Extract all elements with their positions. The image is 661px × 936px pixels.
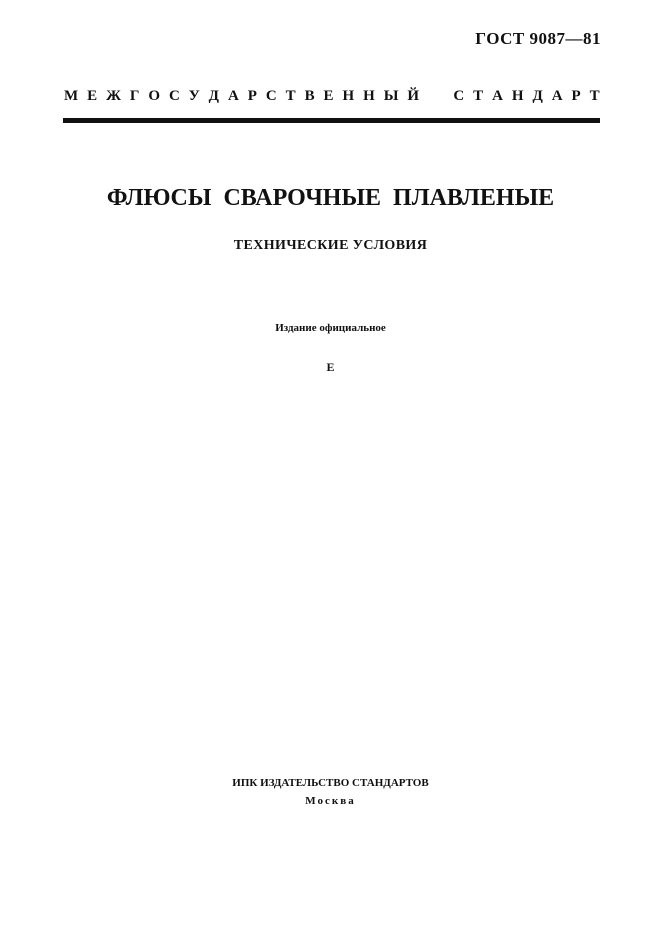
interstate-letter: Ж	[106, 88, 121, 104]
interstate-letter	[428, 88, 432, 105]
interstate-letter: А	[551, 88, 563, 104]
header-divider	[63, 118, 600, 123]
interstate-letter: Т	[285, 88, 296, 104]
interstate-letter: В	[304, 88, 315, 104]
edition-note: Издание официальное	[275, 322, 386, 334]
publisher-city: Москва	[305, 795, 356, 807]
publisher-name: ИПК ИЗДАТЕЛЬСТВО СТАНДАРТОВ	[232, 777, 429, 789]
document-subtitle: ТЕХНИЧЕСКИЕ УСЛОВИЯ	[233, 238, 428, 253]
interstate-letter: Р	[571, 88, 581, 104]
interstate-letter: Т	[589, 88, 600, 104]
interstate-letter: М	[64, 88, 79, 104]
interstate-letter: Н	[342, 88, 355, 104]
interstate-letter: О	[148, 88, 160, 104]
interstate-letter: А	[492, 88, 503, 104]
document-title: ФЛЮСЫ СВАРОЧНЫЕ ПЛАВЛЕНЫЕ	[106, 185, 555, 211]
interstate-letter: Р	[247, 88, 257, 104]
interstate-letter: Е	[323, 88, 334, 104]
interstate-letter	[441, 88, 445, 105]
interstate-letter: С	[265, 88, 277, 104]
interstate-letter: С	[168, 88, 180, 104]
interstate-letter: Т	[473, 88, 484, 104]
interstate-letter: Н	[511, 88, 524, 104]
interstate-letter: Д	[532, 88, 543, 104]
interstate-letter: Й	[407, 88, 420, 104]
interstate-letter: У	[188, 88, 200, 104]
interstate-letter: Е	[87, 88, 98, 104]
interstate-standard-heading	[64, 88, 600, 105]
edition-mark: Е	[326, 360, 335, 374]
interstate-letter: Д	[208, 88, 219, 104]
interstate-letter: Н	[363, 88, 375, 104]
interstate-letter: Г	[129, 88, 140, 104]
interstate-letter: С	[453, 88, 465, 104]
interstate-letter: Ы	[383, 88, 399, 104]
interstate-letter: А	[227, 88, 239, 104]
standard-code: ГОСТ 9087—81	[475, 29, 601, 48]
